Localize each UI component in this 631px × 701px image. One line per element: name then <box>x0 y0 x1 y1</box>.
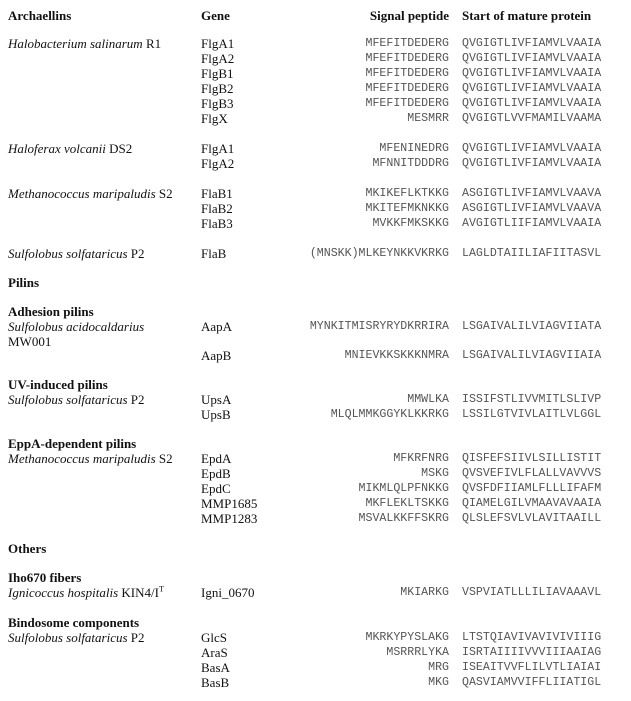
mature-protein-start: LSGAIVALILVIAGVIIAIA <box>462 349 602 362</box>
organism-name <box>8 451 173 467</box>
subsection-label: UV-induced pilins <box>8 377 108 392</box>
section-label: Others <box>8 541 47 556</box>
organism-species: Halobacterium salinarum <box>8 36 143 51</box>
signal-peptide: MFNNITDDDRG <box>372 157 449 170</box>
signal-peptide: MESMRR <box>407 112 449 125</box>
gene-name: FlgB1 <box>201 66 234 81</box>
organism-name <box>8 319 144 335</box>
signal-peptide: MYNKITMISRYRYDKRRIRA <box>309 320 449 333</box>
mature-protein-start: ISEAITVVFLILVTLIAIAI <box>462 661 602 674</box>
mature-protein-start: QVSFDFIIAMLFLLLIFAFM <box>462 482 602 495</box>
section-heading <box>0 275 631 291</box>
signal-peptide: MRG <box>428 661 449 674</box>
mature-protein-start: QVSVEFIVLFLALLVAVVVS <box>462 467 602 480</box>
table-row <box>0 36 631 52</box>
signal-peptide: MKG <box>428 676 449 689</box>
organism-strain: KIN4/I <box>118 585 159 600</box>
organism-strain-superscript: T <box>158 584 164 594</box>
signal-peptide: MSRRRLYKA <box>386 646 449 659</box>
gene-name: FlgB2 <box>201 81 234 96</box>
signal-peptide: (MNSKK)MLKEYNKKVKRKG <box>309 247 449 260</box>
gene-name: FlaB1 <box>201 186 233 201</box>
mature-protein-start: QVGIGTLIVFIAMVLVAAIA <box>462 142 602 155</box>
gene-name: EpdC <box>201 481 231 496</box>
gene-name: FlgA2 <box>201 51 235 66</box>
mature-protein-start: ISSIFSTLIVVMITLSLIVP <box>462 393 602 406</box>
signal-peptide: MNIEVKKSKKKNMRA <box>344 349 449 362</box>
gene-name: AapB <box>201 348 232 363</box>
organism-species: Sulfolobus acidocaldarius <box>8 319 145 334</box>
mature-protein-start: ISRTAIIIIVVVIIIAAIAG <box>462 646 602 659</box>
mature-protein-start: LSGAIVALILVIAGVIIATA <box>462 320 602 333</box>
table-row <box>0 81 631 97</box>
gene-name: EpdB <box>201 466 231 481</box>
organism-strain: MW001 <box>8 334 52 349</box>
subsection-heading <box>0 615 631 631</box>
table-row <box>0 407 631 423</box>
subsection-label: Iho670 fibers <box>8 570 82 585</box>
mature-protein-start: QASVIAMVVIFFLIIATIGL <box>462 676 602 689</box>
subsection-label: Bindosome components <box>8 615 140 630</box>
table-row <box>0 319 631 335</box>
table-row <box>0 66 631 82</box>
header-gene: Gene <box>201 8 230 23</box>
mature-protein-start: QISFEFSIIVLSILLISTIT <box>462 452 602 465</box>
table-row <box>0 675 631 691</box>
signal-peptide: MFEFITDEDERG <box>365 52 449 65</box>
gene-name: BasB <box>201 675 230 690</box>
organism-name <box>8 585 164 601</box>
table-row <box>0 481 631 497</box>
organism-name <box>8 392 145 408</box>
subsection-heading <box>0 436 631 452</box>
signal-peptide: MFEFITDEDERG <box>365 97 449 110</box>
organism-strain: P2 <box>127 246 145 261</box>
header-signal-peptide: Signal peptide <box>369 8 449 23</box>
signal-peptide: MFEFITDEDERG <box>365 67 449 80</box>
mature-protein-start: LTSTQIAVIVAVIVIVIIIG <box>462 631 602 644</box>
table-row <box>0 96 631 112</box>
gene-name: GlcS <box>201 630 227 645</box>
gene-name: Igni_0670 <box>201 585 255 600</box>
table-header <box>0 8 631 24</box>
mature-protein-start: LAGLDTAIILIAFIITASVL <box>462 247 602 260</box>
table-row <box>0 216 631 232</box>
mature-protein-start: VSPVIATLLLILIAVAAAVL <box>462 586 602 599</box>
gene-name: FlgX <box>201 111 228 126</box>
mature-protein-start: QVGIGTLIVFIAMVLVAAIA <box>462 37 602 50</box>
gene-name: FlgA1 <box>201 141 235 156</box>
signal-peptide: MFKRFNRG <box>393 452 449 465</box>
table-row <box>0 348 631 364</box>
table-row <box>0 630 631 646</box>
organism-name <box>8 36 161 52</box>
organism-name <box>8 630 145 646</box>
header-archaellins: Archaellins <box>8 8 72 23</box>
mature-protein-start: QVGIGTLIVFIAMVLVAAIA <box>462 97 602 110</box>
subsection-heading <box>0 570 631 586</box>
mature-protein-start: ASGIGTLIVFIAMVLVAAVA <box>462 202 602 215</box>
mature-protein-start: AVGIGTLIIFIAMVLVAAIA <box>462 217 602 230</box>
signal-peptide: MVKKFMKSKKG <box>372 217 449 230</box>
gene-name: FlaB2 <box>201 201 233 216</box>
gene-name: EpdA <box>201 451 232 466</box>
table-row <box>0 141 631 157</box>
organism-species: Haloferax volcanii <box>8 141 106 156</box>
gene-name: FlaB3 <box>201 216 233 231</box>
organism-strain: P2 <box>127 630 145 645</box>
table-row <box>0 156 631 172</box>
mature-protein-start: LSSILGTVIVLAITLVLGGL <box>462 408 602 421</box>
subsection-heading <box>0 304 631 320</box>
header-mature-protein: Start of mature protein <box>462 8 592 23</box>
gene-name: UpsA <box>201 392 232 407</box>
gene-name: FlgA2 <box>201 156 235 171</box>
signal-peptide: MKIKEFLKTKKG <box>365 187 449 200</box>
mature-protein-start: QIAMELGILVMAAVAVAAIA <box>462 497 602 510</box>
organism-species: Ignicoccus hospitalis <box>8 585 119 600</box>
gene-name: MMP1283 <box>201 511 258 526</box>
signal-peptide: MMWLKA <box>407 393 449 406</box>
organism-strain: P2 <box>127 392 145 407</box>
section-heading <box>0 541 631 557</box>
signal-peptide: MIKMLQLPFNKKG <box>358 482 449 495</box>
signal-peptide: MKRKYPYSLAKG <box>365 631 449 644</box>
table-row <box>0 496 631 512</box>
table-row <box>0 246 631 262</box>
gene-name: BasA <box>201 660 230 675</box>
organism-strain: S2 <box>155 451 173 466</box>
gene-name: MMP1685 <box>201 496 258 511</box>
signal-peptide: MKITEFMKNKKG <box>365 202 449 215</box>
mature-protein-start: QVGIGTLIVFIAMVLVAAIA <box>462 52 602 65</box>
table-row <box>0 511 631 527</box>
gene-name: AapA <box>201 319 233 334</box>
table-row <box>0 645 631 661</box>
organism-species: Sulfolobus solfataricus <box>8 630 128 645</box>
mature-protein-start: QVGIGTLIVFIAMVLVAAIA <box>462 82 602 95</box>
gene-name: FlgB3 <box>201 96 234 111</box>
organism-name <box>8 246 145 262</box>
subsection-heading <box>0 377 631 393</box>
signal-peptide: MLQLMMKGGYKLKKRKG <box>330 408 449 421</box>
gene-name: UpsB <box>201 407 231 422</box>
gene-name: FlgA1 <box>201 36 235 51</box>
subsection-label: Adhesion pilins <box>8 304 94 319</box>
signal-peptide: MKIARKG <box>400 586 449 599</box>
organism-species: Sulfolobus solfataricus <box>8 392 128 407</box>
signal-peptide: MFEFITDEDERG <box>365 37 449 50</box>
signal-peptide: MFEFITDEDERG <box>365 82 449 95</box>
signal-peptide: MSKG <box>421 467 449 480</box>
table-row <box>0 660 631 676</box>
organism-name <box>8 186 173 202</box>
mature-protein-start: ASGIGTLIVFIAMVLVAAVA <box>462 187 602 200</box>
table-row <box>0 392 631 408</box>
signal-peptide: MFENINEDRG <box>379 142 449 155</box>
organism-strain: R1 <box>142 36 162 51</box>
mature-protein-start: QVGIGTLVVFMAMILVAAMA <box>462 112 602 125</box>
mature-protein-start: QVGIGTLIVFIAMVLVAAIA <box>462 67 602 80</box>
subsection-label: EppA-dependent pilins <box>8 436 137 451</box>
table-row <box>0 201 631 217</box>
table-row <box>0 466 631 482</box>
mature-protein-start: QVGIGTLIVFIAMVLVAAIA <box>462 157 602 170</box>
table-row <box>0 186 631 202</box>
organism-species: Methanococcus maripaludis <box>8 186 156 201</box>
organism-strain: DS2 <box>105 141 133 156</box>
table-row <box>0 451 631 467</box>
organism-species: Sulfolobus solfataricus <box>8 246 128 261</box>
organism-strain: S2 <box>155 186 173 201</box>
organism-name <box>8 141 132 157</box>
mature-protein-start: QLSLEFSVLVLAVITAAILL <box>462 512 602 525</box>
table-row <box>0 51 631 67</box>
gene-name: AraS <box>201 645 228 660</box>
table-row <box>0 585 631 601</box>
table-row <box>0 111 631 127</box>
gene-name: FlaB <box>201 246 227 261</box>
signal-peptide: MKFLEKLTSKKG <box>365 497 449 510</box>
signal-peptide: MSVALKKFFSKRG <box>358 512 449 525</box>
section-label: Pilins <box>8 275 40 290</box>
organism-species: Methanococcus maripaludis <box>8 451 156 466</box>
